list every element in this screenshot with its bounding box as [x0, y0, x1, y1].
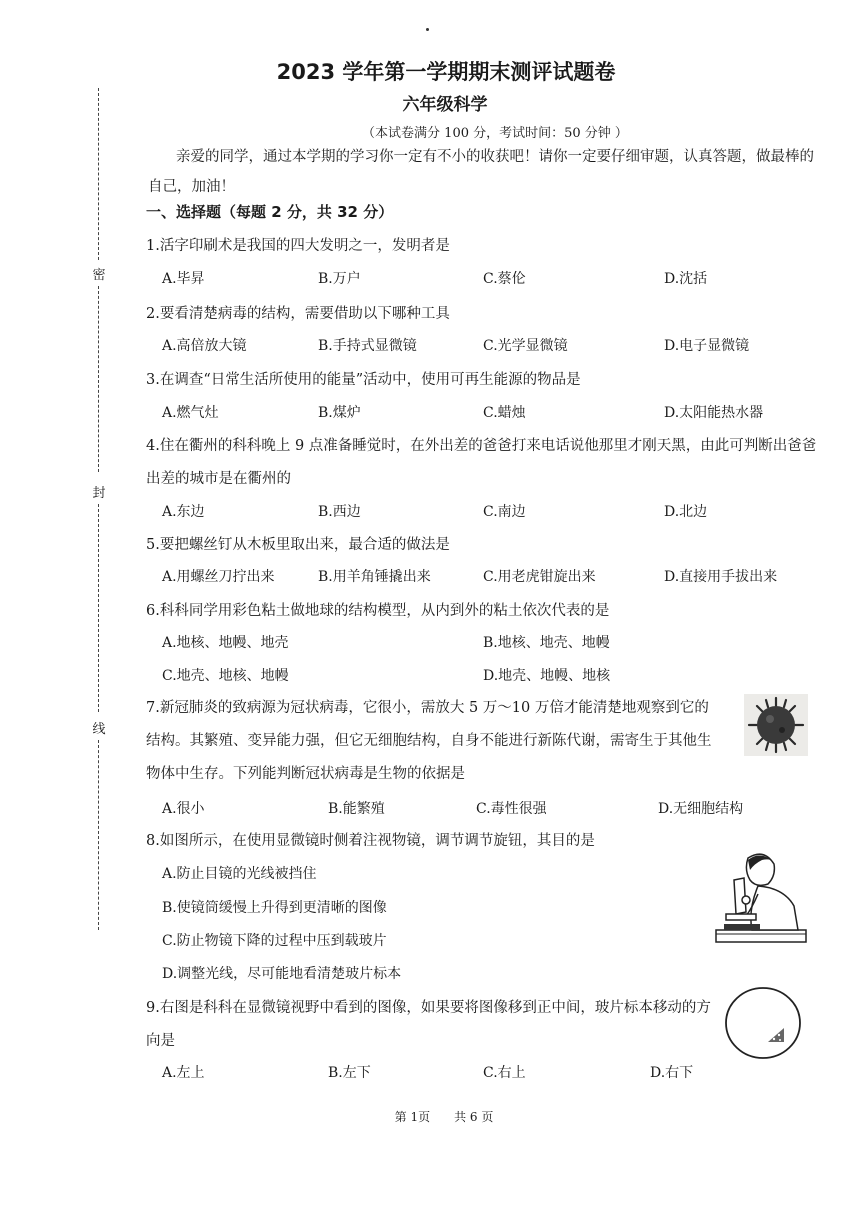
section-heading: 一、选择题（每题 2 分，共 32 分） [146, 203, 394, 221]
question-7-option-b: B.能繁殖 [328, 801, 385, 817]
question-3-option-a: A.燃气灶 [162, 405, 219, 421]
margin-label-feng: 封 [92, 482, 106, 501]
question-5-stem: 5.要把螺丝钉从木板里取出来，最合适的做法是 [146, 537, 450, 553]
intro-paragraph: 亲爱的同学，通过本学期的学习你一定有不小的收获吧！请你一定要仔细审题，认真答题，做最棒的自己，加油！ [148, 149, 814, 195]
question-3-option-b: B.煤炉 [318, 405, 361, 421]
question-9-option-d: D.右下 [650, 1065, 694, 1081]
question-4-option-b: B.西边 [318, 504, 361, 520]
question-7-option-a: A.很小 [162, 801, 205, 817]
question-9-option-a: A.左上 [162, 1065, 205, 1081]
question-6-option-d: D.地壳、地幔、地核 [483, 668, 611, 684]
binding-line-bottom [98, 740, 99, 930]
question-5-option-a: A.用螺丝刀拧出来 [162, 569, 275, 585]
coronavirus-image [744, 694, 808, 756]
question-2-option-d: D.电子显微镜 [664, 338, 750, 354]
question-7-option-d: D.无细胞结构 [658, 801, 744, 817]
question-5-option-b: B.用羊角锤撬出来 [318, 569, 431, 585]
margin-label-xian: 线 [92, 718, 106, 737]
question-8-option-c: C.防止物镜下降的过程中压到载玻片 [162, 933, 387, 949]
question-3-stem: 3.在调查“日常生活所使用的能量”活动中，使用可再生能源的物品是 [146, 372, 581, 388]
question-8-option-d: D.调整光线，尽可能地看清楚玻片标本 [162, 966, 402, 982]
binding-line-lower [98, 504, 99, 712]
exam-title: 2023 学年第一学期期末测评试题卷 [276, 60, 616, 84]
question-1-option-c: C.蔡伦 [483, 271, 526, 287]
question-6-option-b: B.地核、地壳、地幔 [483, 635, 610, 651]
question-9-stem: 9.右图是科科在显微镜视野中看到的图像，如果要将图像移到正中间，玻片标本移动的方向是 [146, 1000, 711, 1049]
question-8-option-b: B.使镜筒缓慢上升得到更清晰的图像 [162, 900, 387, 916]
microscope-student-image [712, 850, 808, 944]
question-2-option-c: C.光学显微镜 [483, 338, 568, 354]
question-3-option-d: D.太阳能热水器 [664, 405, 764, 421]
scan-dot [426, 28, 429, 31]
question-8-option-a: A.防止目镜的光线被挡住 [162, 866, 317, 882]
binding-line-upper [98, 286, 99, 472]
question-4-option-d: D.北边 [664, 504, 708, 520]
question-6-option-a: A.地核、地幔、地壳 [162, 635, 289, 651]
question-3-option-c: C.蜡烛 [483, 405, 526, 421]
question-1-option-d: D.沈括 [664, 271, 708, 287]
question-4-option-a: A.东边 [162, 504, 205, 520]
question-1-option-a: A.毕昇 [162, 271, 205, 287]
question-7-stem: 7.新冠肺炎的致病源为冠状病毒，它很小，需放大 5 万～10 万倍才能清楚地观察到它的结构。其繁殖、变异能力强，但它无细胞结构，自身不能进行新陈代谢，需寄生于其他生物体中生存。下列能判断冠状病毒是生物的依据是 [146, 700, 712, 782]
page-footer: 第 1页 共 6 页 [394, 1110, 494, 1124]
exam-info: （本试卷满分 100 分，考试时间：50 分钟 ） [362, 126, 628, 141]
margin-label-mi: 密 [92, 264, 106, 283]
question-7-option-c: C.毒性很强 [476, 801, 547, 817]
question-4-option-c: C.南边 [483, 504, 526, 520]
question-9-option-b: B.左下 [328, 1065, 371, 1081]
question-4-stem: 4.住在衢州的科科晚上 9 点准备睡觉时，在外出差的爸爸打来电话说他那里才刚天黑，由此可判断出爸爸出差的城市是在衢州的 [146, 438, 817, 487]
question-6-option-c: C.地壳、地核、地幔 [162, 668, 289, 684]
question-8-stem: 8.如图所示，在使用显微镜时侧着注视物镜，调节调节旋钮，其目的是 [146, 833, 595, 849]
question-1-stem: 1.活字印刷术是我国的四大发明之一，发明者是 [146, 238, 450, 254]
question-1-option-b: B.万户 [318, 271, 361, 287]
question-5-option-d: D.直接用手拔出来 [664, 569, 778, 585]
question-2-option-b: B.手持式显微镜 [318, 338, 417, 354]
microscope-field-of-view-image [722, 984, 804, 1062]
question-5-option-c: C.用老虎钳旋出来 [483, 569, 596, 585]
question-2-option-a: A.高倍放大镜 [162, 338, 247, 354]
question-9-option-c: C.右上 [483, 1065, 526, 1081]
question-2-stem: 2.要看清楚病毒的结构，需要借助以下哪种工具 [146, 306, 450, 322]
exam-subtitle: 六年级科学 [402, 95, 488, 115]
question-6-stem: 6.科科同学用彩色粘土做地球的结构模型，从内到外的粘土依次代表的是 [146, 603, 610, 619]
